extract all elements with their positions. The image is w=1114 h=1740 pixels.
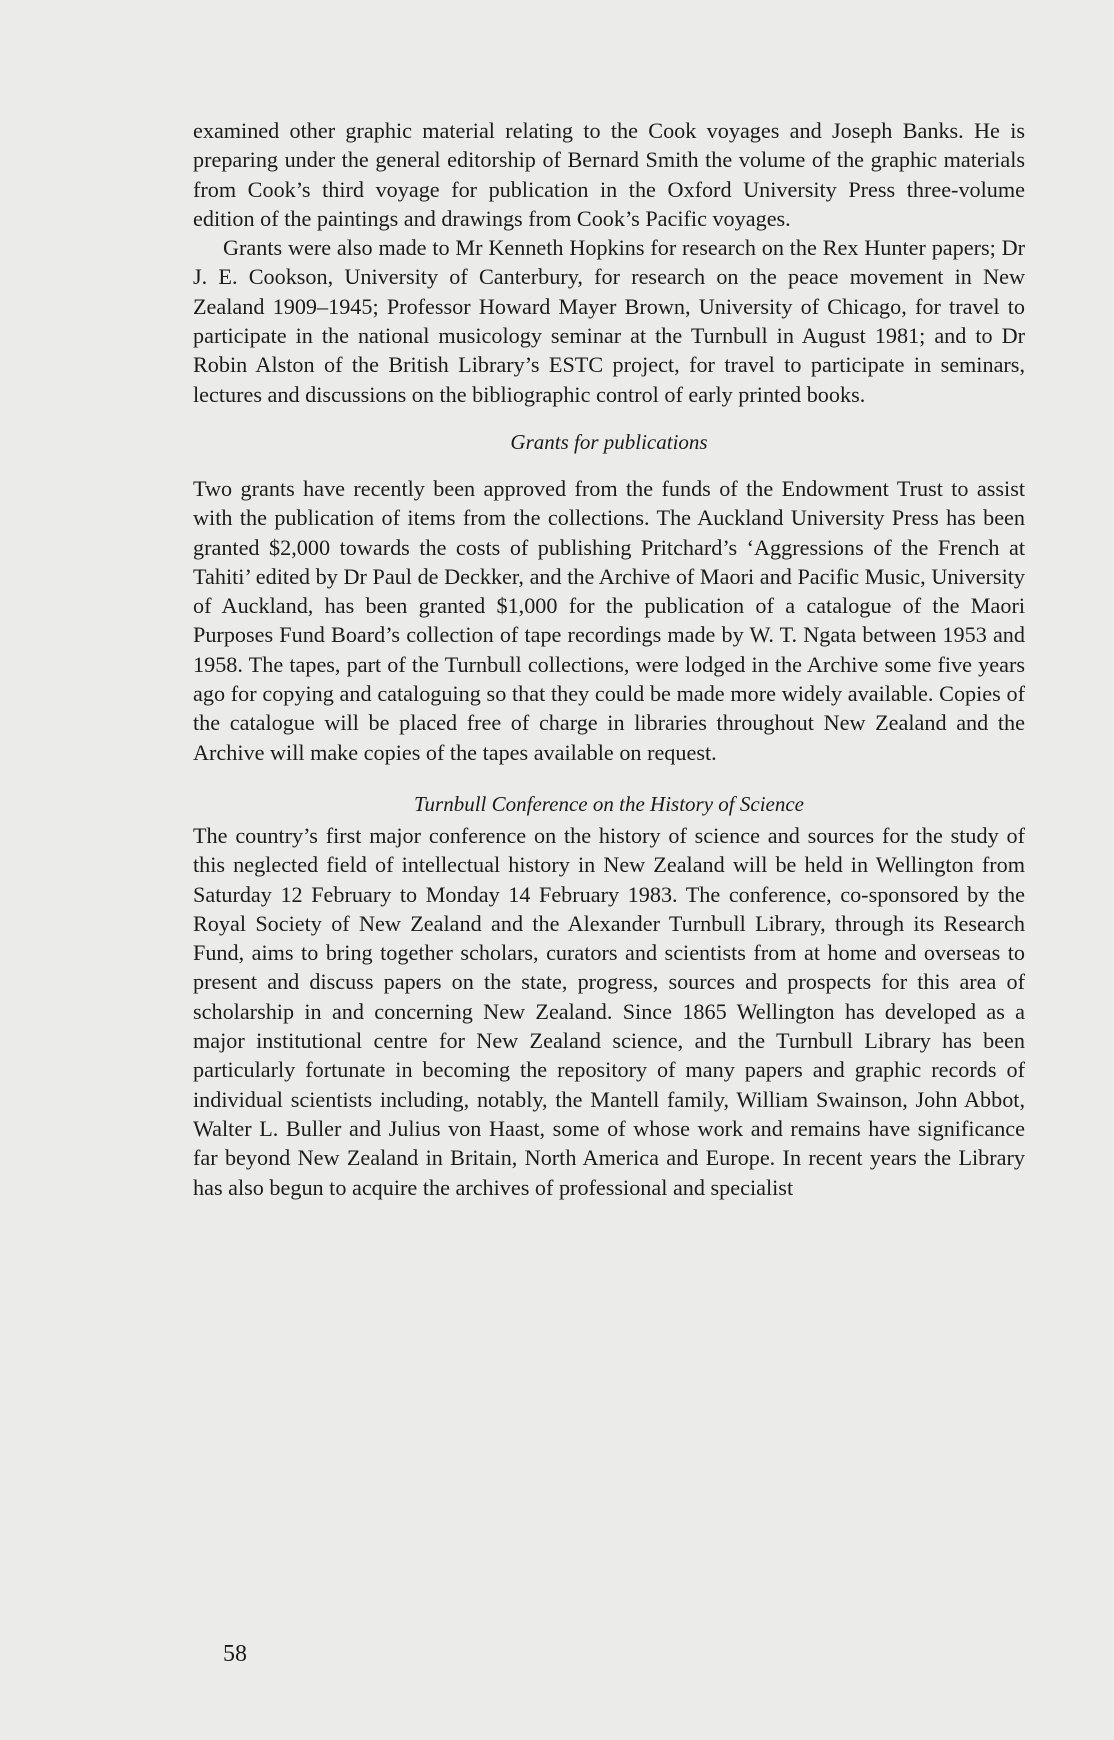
text-column [193, 116, 1025, 1202]
page-number: 58 [223, 1641, 247, 1667]
turnbull-conference-paragraph: The country’s first major conference on the history of science and sources for the study of this neglected field of intellectual history in New Zealand will be held in Wellington from Saturday 12 February to Monday 14 February 1983. The conference, co-sponsored by the Royal Society of New Zealand and the Alexander Turnbull Library, through its Research Fund, aims to bring together scholars, curators and scientists from at home and overseas to present and discuss papers on the state, progress, sources and prospects for this area of scholarship in and concerning New Zealand. Since 1865 Wellington has developed as a major institutional centre for New Zealand science, and the Turnbull Library has been particularly fortunate in becoming the repository of many papers and graphic records of individual scientists including, notably, the Mantell family, William Swainson, John Abbot, Walter L. Buller and Julius von Haast, some of whose work and remains have significance far beyond New Zealand in Britain, North America and Europe. In recent years the Library has also begun to acquire the archives of professional and specialist [193, 822, 1025, 1200]
section-heading-grants-for-publications: Grants for publications [510, 429, 708, 454]
intro-paragraph-grants: Grants were also made to Mr Kenneth Hopkins for research on the Rex Hunter papers; Dr J. E. Cookson, University of Canterbury, for research on the peace movement in New Zealand 1909–1945; Professor Howard Mayer Brown, University of Chicago, for travel to participate in the national musicology seminar at the Turnbull in August 1981; and to Dr Robin Alston of the British Library’s ESTC project, for travel to participate in seminars, lectures and discussions on the bibliographic control of early printed books. [193, 235, 1025, 407]
section-heading-turnbull-conference: Turnbull Conference on the History of Science [414, 791, 804, 816]
grants-for-publications-paragraph: Two grants have recently been approved from the funds of the Endowment Trust to assist with the publication of items from the collections. The Auckland University Press has been granted $2,000 towards the costs of publishing Pritchard’s ‘Aggressions of the French at Tahiti’ edited by Dr Paul de Deckker, and the Archive of Maori and Pacific Music, University of Auckland, has been granted $1,000 for the publication of a catalogue of the Maori Purposes Fund Board’s collection of tape recordings made by W. T. Ngata between 1953 and 1958. The tapes, part of the Turnbull collections, were lodged in the Archive some five years ago for copying and cataloguing so that they could be made more widely available. Copies of the catalogue will be placed free of charge in libraries throughout New Zealand and the Archive will make copies of the tapes available on request. [193, 475, 1025, 765]
intro-paragraph-continued: examined other graphic material relating to the Cook voyages and Joseph Banks. He is preparing under the general editorship of Bernard Smith the volume of the graphic materials from Cook’s third voyage for publication in the Oxford University Press three-volume edition of the paintings and drawings from Cook’s Pacific voyages. [193, 118, 1025, 231]
